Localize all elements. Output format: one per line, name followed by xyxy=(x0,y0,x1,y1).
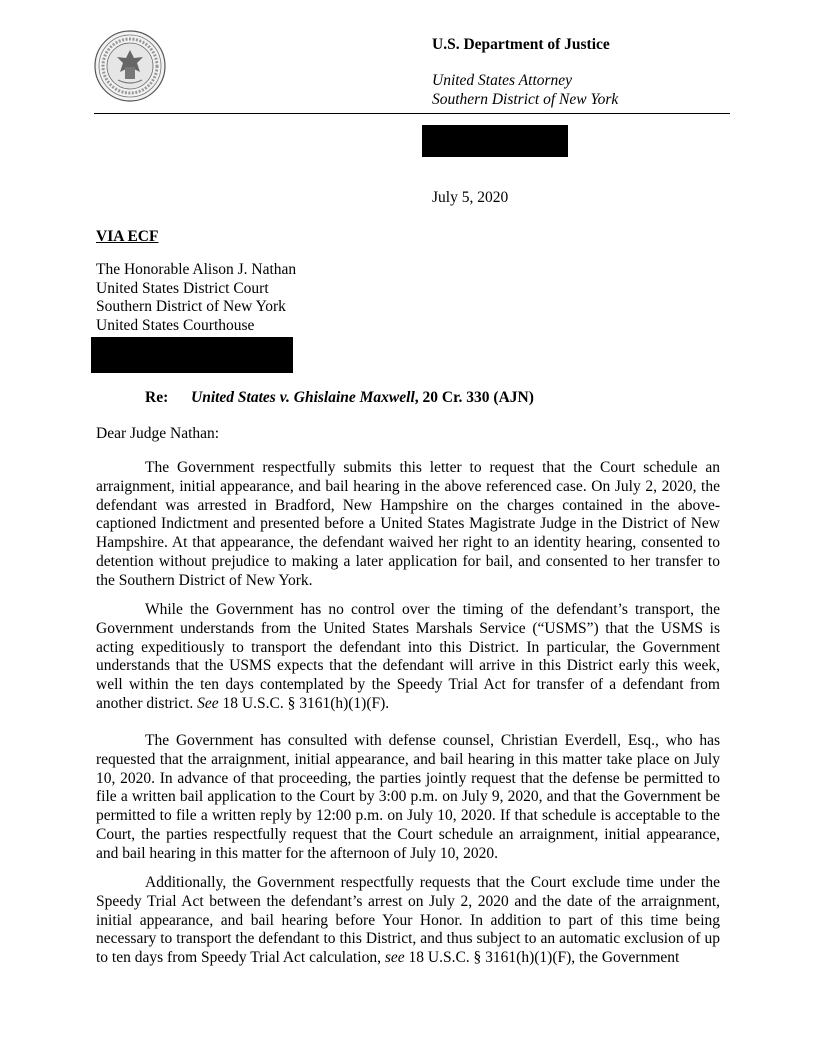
body-paragraph xyxy=(96,601,720,714)
redaction-box xyxy=(422,125,568,157)
body-paragraph: The Government respectfully submits this letter to request that the Court schedule an arraignment, initial appearance, and bail hearing in the above referenced case. On July 2, 2020, the defendant was arrested in Bradford, New Hampshire on the charges contained in the above-captioned Indictment and presented before a United States Magistrate Judge in the District of New Hampshire. At that appearance, the defendant waived her right to an identity hearing, consented to detention without prejudice to making a later application for bail, and consented to her transfer to the Southern District of New York. xyxy=(96,459,720,589)
paragraph-text: Additionally, the Government respectfully requests that the Court exclude time under the Speedy Trial Act between the defendant’s arrest on July 2, 2020 and the date of the arraignment, initial appearance, and bail hearing before Your Honor. In addition to part of this time being necessary to transport the defendant to this District, and thus subject to an automatic exclusion of up to ten days from Speedy Trial Act calculation, xyxy=(96,874,720,967)
letter-date: July 5, 2020 xyxy=(432,189,509,206)
office-line-2: Southern District of New York xyxy=(432,91,619,108)
doj-seal-icon xyxy=(94,30,166,102)
salutation: Dear Judge Nathan: xyxy=(96,425,220,442)
letterhead xyxy=(432,34,732,109)
citation-signal: see xyxy=(384,949,405,967)
re-label: Re: xyxy=(145,389,169,406)
paragraph-text: 18 U.S.C. § 3161(h)(1)(F), the Government xyxy=(404,949,680,967)
body-paragraph xyxy=(96,874,720,968)
paragraph-text: While the Government has no control over the timing of the defendant’s transport, the Government understands from the United States Marshals Service (“USMS”) that the USMS is acting expeditiously to transport the defendant into this District. In particular, the Government understands that the USMS expects that the defendant will arrive in this District early this week, well within the ten days contemplated by the Speedy Trial Act for transfer of a defendant from another district. xyxy=(96,601,720,712)
citation-signal: See xyxy=(197,694,219,712)
re-line xyxy=(145,388,534,408)
office-line-1: United States Attorney xyxy=(432,72,573,89)
addressee-line: Southern District of New York xyxy=(96,298,286,316)
case-number: , 20 Cr. 330 (AJN) xyxy=(414,389,534,406)
addressee-line: United States Courthouse xyxy=(96,317,255,335)
via-line: VIA ECF xyxy=(96,228,159,245)
agency-name: U.S. Department of Justice xyxy=(432,36,610,53)
addressee-block xyxy=(96,261,296,336)
case-caption: United States v. Ghislaine Maxwell xyxy=(191,389,415,406)
redaction-box xyxy=(91,337,293,373)
body-paragraph: The Government has consulted with defense counsel, Christian Everdell, Esq., who has requested that the arraignment, initial appearance, and bail hearing in this matter take place on July 10, 2020. In advance of that proceeding, the parties jointly request that the defense be permitted to file a written bail application to the Court by 3:00 p.m. on July 9, 2020, and that the Government be permitted to file a written reply by 12:00 p.m. on July 10, 2020. If that schedule is acceptable to the Court, the parties respectfully request that the Court schedule an arraignment, initial appearance, and bail hearing in this matter for the afternoon of July 10, 2020. xyxy=(96,732,720,862)
paragraph-text: 18 U.S.C. § 3161(h)(1)(F). xyxy=(218,694,390,712)
addressee-line: The Honorable Alison J. Nathan xyxy=(96,261,297,278)
letterhead-rule xyxy=(94,113,730,114)
addressee-line: United States District Court xyxy=(96,279,269,297)
